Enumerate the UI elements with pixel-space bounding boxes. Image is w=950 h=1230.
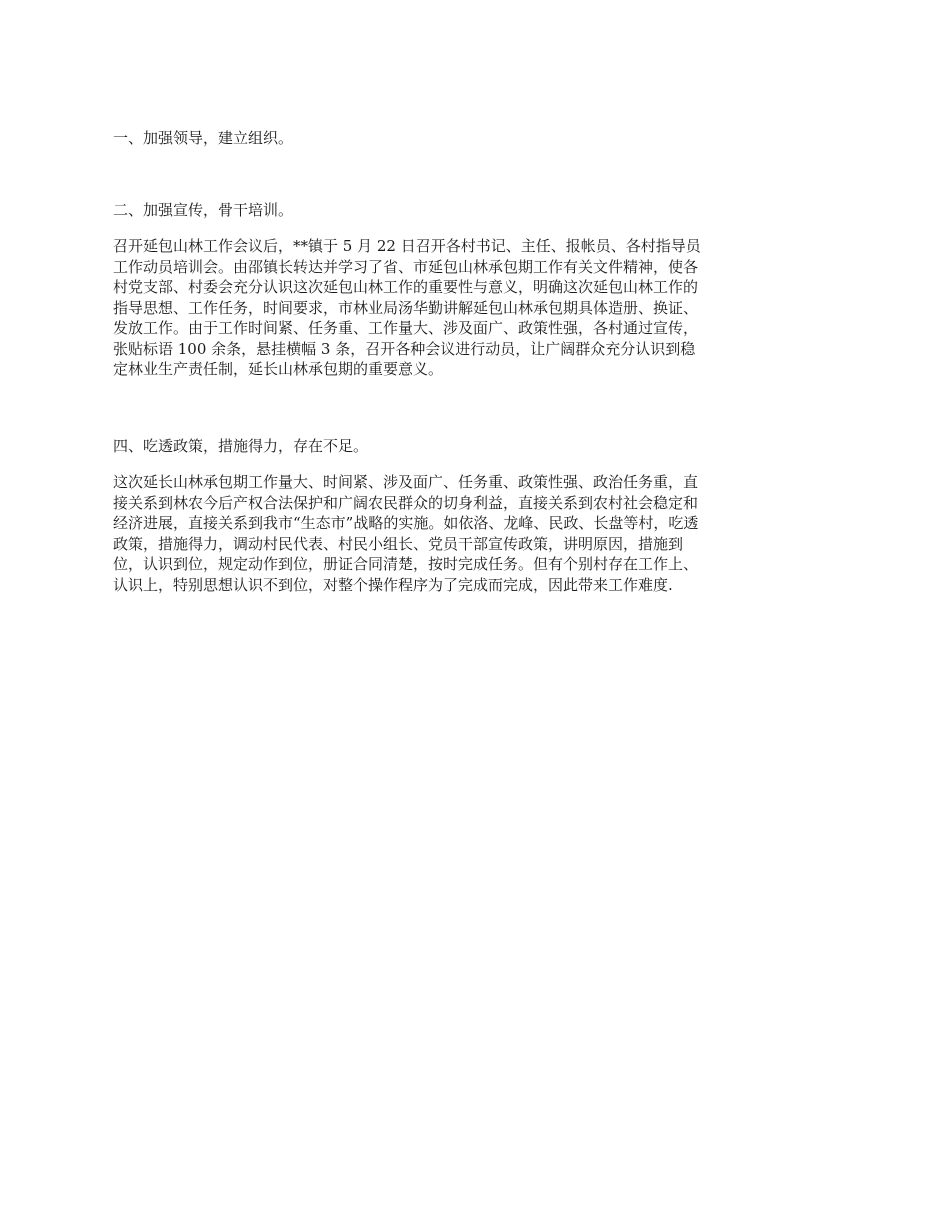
section-1-heading: 一、加强领导，建立组织。 [113, 129, 294, 147]
paragraph-line: 位，认识到位，规定动作到位，册证合同清楚，按时完成任务。但有个别村存在工作上、 [113, 555, 699, 573]
section-4-paragraph [113, 472, 841, 595]
section-4-heading: 四、吃透政策，措施得力，存在不足。 [113, 437, 369, 455]
paragraph-line: 经济进展，直接关系到我市“生态市”战略的实施。如依洛、龙峰、民政、长盘等村，吃透 [113, 514, 699, 532]
paragraph-line: 这次延长山林承包期工作量大、时间紧、涉及面广、任务重、政策性强、政治任务重，直 [113, 473, 699, 491]
paragraph-line: 指导思想、工作任务，时间要求，市林业局汤华勤讲解延包山林承包期具体造册、换证、 [113, 298, 699, 317]
paragraph-line: 认识上，特别思想认识不到位，对整个操作程序为了完成而完成，因此带来工作难度. [113, 575, 673, 594]
paragraph-line: 发放工作。由于工作时间紧、任务重、工作量大、涉及面广、政策性强，各村通过宣传， [113, 319, 699, 337]
paragraph-line: 工作动员培训会。由邵镇长转达并学习了省、市延包山林承包期工作有关文件精神，使各 [113, 257, 699, 276]
paragraph-line: 村党支部、村委会充分认识这次延包山林工作的重要性与意义，明确这次延包山林工作的 [113, 278, 699, 296]
paragraph-line: 政策，措施得力，调动村民代表、村民小组长、党员干部宣传政策，讲明原因，措施到 [113, 534, 684, 553]
section-2-heading: 二、加强宣传，骨干培训。 [113, 201, 294, 219]
paragraph-line: 定林业生产责任制，延长山林承包期的重要意义。 [113, 360, 444, 378]
section-2-paragraph [113, 236, 841, 380]
paragraph-line: 张贴标语 100 余条，悬挂横幅 3 条，召开各种会议进行动员，让广阔群众充分认识到稳 [113, 339, 696, 358]
paragraph-line: 召开延包山林工作会议后，**镇于 5 月 22 日召开各村书记、主任、报帐员、各村指导员 [113, 237, 701, 255]
paragraph-line: 接关系到林农今后产权合法保护和广阔农民群众的切身利益，直接关系到农村社会稳定和 [113, 493, 699, 512]
